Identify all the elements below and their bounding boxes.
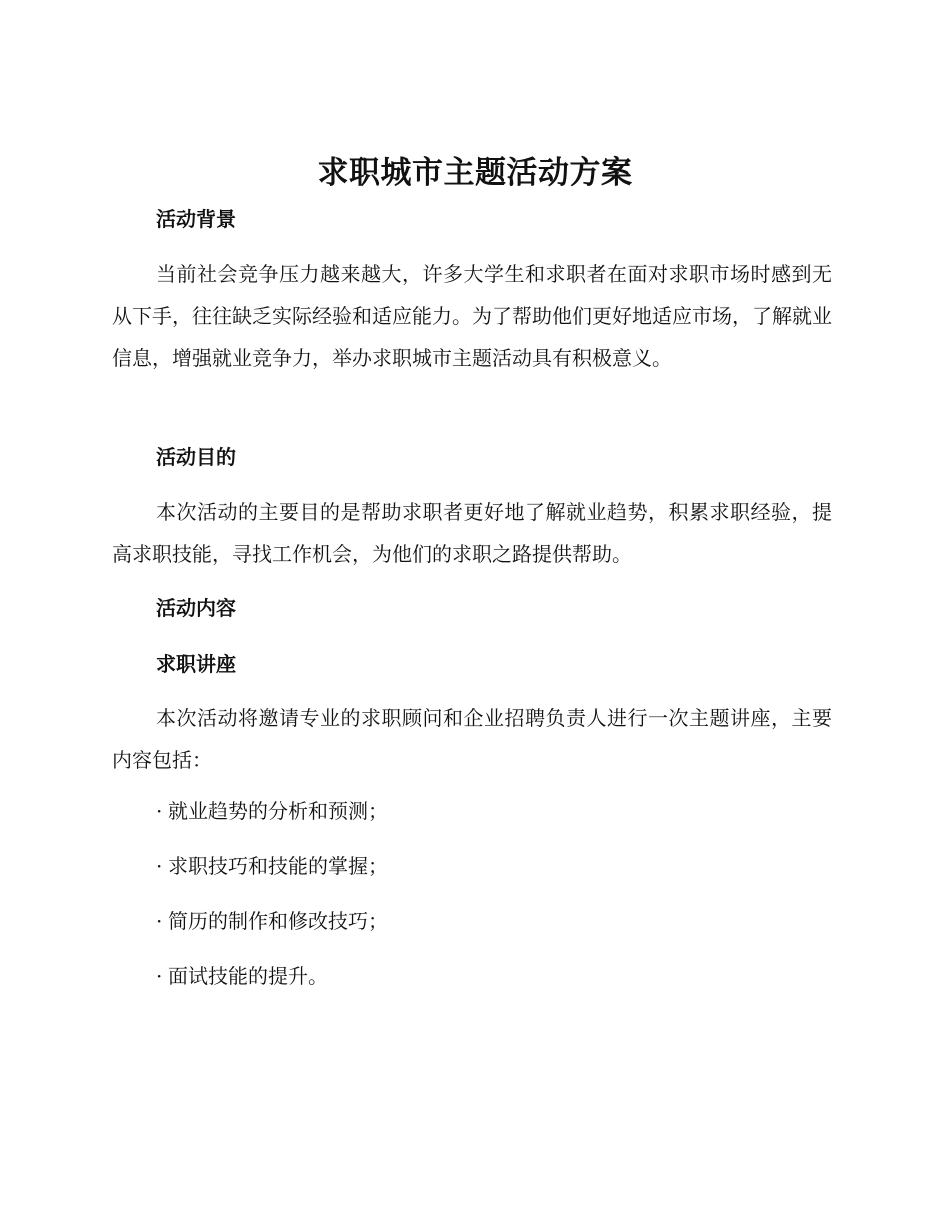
section-heading-purpose: 活动目的	[156, 445, 236, 469]
page-title: 求职城市主题活动方案	[317, 155, 633, 191]
section-heading-lecture: 求职讲座	[156, 652, 236, 676]
list-item	[156, 797, 388, 852]
section-heading-content: 活动内容	[156, 596, 236, 620]
bullet-icon: ·	[156, 909, 163, 933]
bullet-icon: ·	[156, 799, 163, 823]
list-item	[156, 962, 388, 1017]
list-item-text: 面试技能的提升。	[168, 964, 328, 988]
list-item	[156, 852, 388, 907]
section-heading-background: 活动背景	[156, 207, 236, 231]
list-item-text: 简历的制作和修改技巧；	[168, 909, 388, 933]
list-item-text: 就业趋势的分析和预测；	[168, 799, 388, 823]
section-paragraph-purpose: 本次活动的主要目的是帮助求职者更好地了解就业趋势，积累求职经验，提高求职技能，寻找工作机会，为他们的求职之路提供帮助。	[112, 500, 832, 566]
list-item-text: 求职技巧和技能的掌握；	[168, 854, 388, 878]
lecture-topic-list	[156, 797, 388, 1017]
section-paragraph-lecture: 本次活动将邀请专业的求职顾问和企业招聘负责人进行一次主题讲座，主要内容包括：	[112, 706, 832, 772]
bullet-icon: ·	[156, 964, 163, 988]
section-paragraph-background: 当前社会竞争压力越来越大，许多大学生和求职者在面对求职市场时感到无从下手，往往缺乏实际经验和适应能力。为了帮助他们更好地适应市场，了解就业信息，增强就业竞争力，举办求职城市主题活动具有积极意义。	[112, 262, 832, 370]
bullet-icon: ·	[156, 854, 163, 878]
list-item	[156, 907, 388, 962]
